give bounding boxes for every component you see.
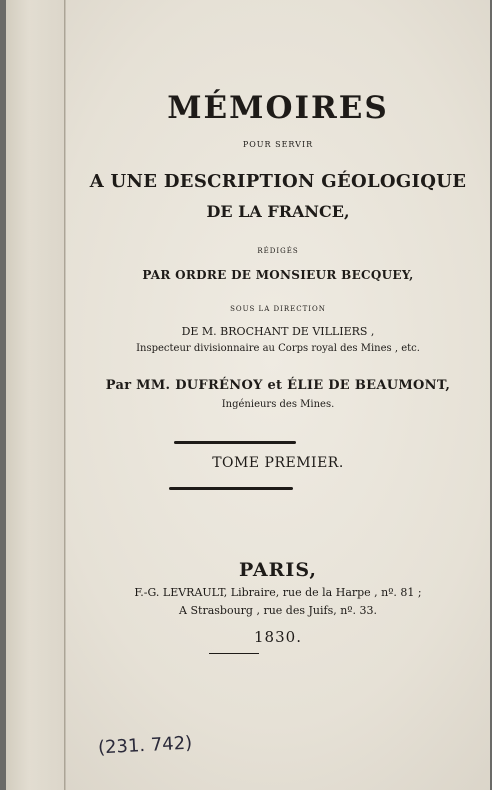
director-name: DE M. BROCHANT DE VILLIERS , xyxy=(181,325,375,338)
main-title-line-1: A UNE DESCRIPTION GÉOLOGIQUE xyxy=(89,171,467,192)
tome-label: TOME PREMIER. xyxy=(212,455,344,471)
authors-line: Par MM. DUFRÉNOY et ÉLIE DE BEAUMONT, xyxy=(105,378,451,393)
main-title-line-2: DE LA FRANCE, xyxy=(206,202,350,221)
rediges-label: RÉDIGÉS xyxy=(257,247,299,255)
subtitle-small: POUR SERVIR xyxy=(242,140,314,149)
publication-year: 1830. xyxy=(254,628,302,646)
order-line: PAR ORDRE DE MONSIEUR BECQUEY, xyxy=(142,268,414,282)
publisher-line-1: F.-G. LEVRAULT, Libraire, rue de la Harpe , nº. 81 ; xyxy=(134,586,422,599)
publisher-line-2: A Strasbourg , rue des Juifs, nº. 33. xyxy=(179,604,377,617)
direction-label: SOUS LA DIRECTION xyxy=(230,305,326,313)
handwritten-shelfmark: (231. 742) xyxy=(97,732,193,759)
authors-title: Ingénieurs des Mines. xyxy=(221,399,335,410)
book-page xyxy=(6,0,490,790)
ornament-bottom xyxy=(169,487,293,490)
director-title: Inspecteur divisionnaire au Corps royal des Mines , etc. xyxy=(136,343,420,354)
book-title: MÉMOIRES xyxy=(167,90,389,126)
spine-strip xyxy=(6,0,65,790)
ornament-top xyxy=(174,441,296,444)
imprint-city: PARIS, xyxy=(239,559,317,581)
year-rule xyxy=(209,653,259,654)
